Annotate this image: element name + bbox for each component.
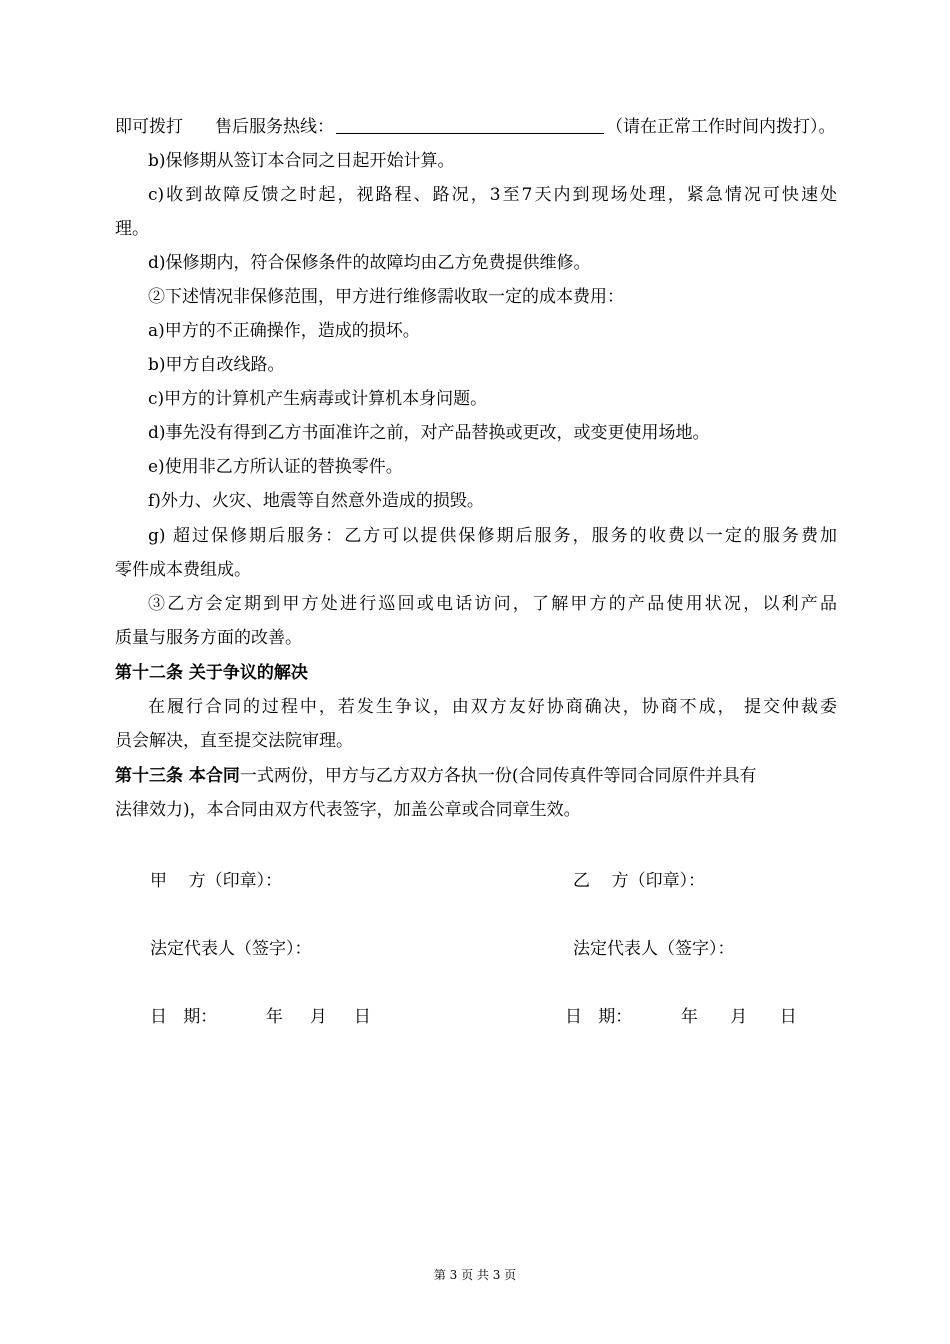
article13-line1	[115, 765, 837, 787]
article12-line2: 员会解决，直至提交法院审理。	[115, 731, 353, 751]
hotline-line	[115, 116, 837, 138]
hotline-blank	[336, 117, 604, 134]
non-warranty-c: c)甲方的计算机产生病毒或计算机本身问题。	[148, 389, 488, 409]
non-warranty-g-line2: 零件成本费组成。	[115, 560, 251, 580]
article13-title: 第十三条 本合同	[115, 766, 240, 786]
article12-title: 第十二条 关于争议的解决	[115, 663, 308, 683]
non-warranty-f: f)外力、火灾、地震等自然意外造成的损毁。	[148, 491, 484, 511]
warranty-b: b)保修期从签订本合同之日起开始计算。	[148, 151, 455, 171]
party-b-seal: 乙 方（印章）：	[573, 871, 706, 891]
hotline-suffix: （请在正常工作时间内拨打）。	[606, 117, 836, 137]
non-warranty-a: a)甲方的不正确操作，造成的损坏。	[148, 321, 420, 341]
hotline-label: 售后服务热线：	[215, 117, 334, 137]
warranty-c-line1: c)收到故障反馈之时起，视路程、路况，3至7天内到现场处理，紧急情况可快速处	[148, 185, 837, 205]
article13-line2: 法律效力)，本合同由双方代表签字，加盖公章或合同章生效。	[115, 800, 581, 820]
article12-line1: 在履行合同的过程中，若发生争议，由双方友好协商确决，协商不成， 提交仲裁委	[148, 697, 837, 717]
warranty-c-line2: 理。	[115, 219, 149, 239]
non-warranty-d: d)事先没有得到乙方书面准许之前，对产品替换或更改，或变更使用场地。	[148, 423, 710, 443]
page-number: 第 3 页 共 3 页	[433, 1268, 517, 1282]
non-warranty-heading: ②下述情况非保修范围，甲方进行维修需收取一定的成本费用：	[148, 287, 624, 307]
article13-line1-rest: 一式两份，甲方与乙方双方各执一份(合同传真件等同合同原件并具有	[239, 766, 757, 786]
non-warranty-b: b)甲方自改线路。	[148, 355, 285, 375]
warranty-d: d)保修期内，符合保修条件的故障均由乙方免费提供维修。	[148, 253, 591, 273]
party-a-date: 日 期： 年 月 日	[150, 1007, 371, 1027]
hotline-prefix: 即可拨打	[115, 117, 183, 137]
visit-line2: 质量与服务方面的改善。	[115, 628, 302, 648]
non-warranty-e: e)使用非乙方所认证的替换零件。	[148, 457, 403, 477]
party-a-representative: 法定代表人（签字）：	[150, 939, 312, 959]
non-warranty-g-line1: g) 超过保修期后服务：乙方可以提供保修期后服务，服务的收费以一定的服务费加	[148, 526, 837, 546]
party-a-seal: 甲 方（印章）：	[150, 871, 283, 891]
party-b-representative: 法定代表人（签字）：	[573, 939, 735, 959]
visit-line1: ③乙方会定期到甲方处进行巡回或电话访问，了解甲方的产品使用状况，以利产品	[148, 594, 837, 614]
party-b-date: 日 期： 年 月 日	[565, 1007, 797, 1027]
